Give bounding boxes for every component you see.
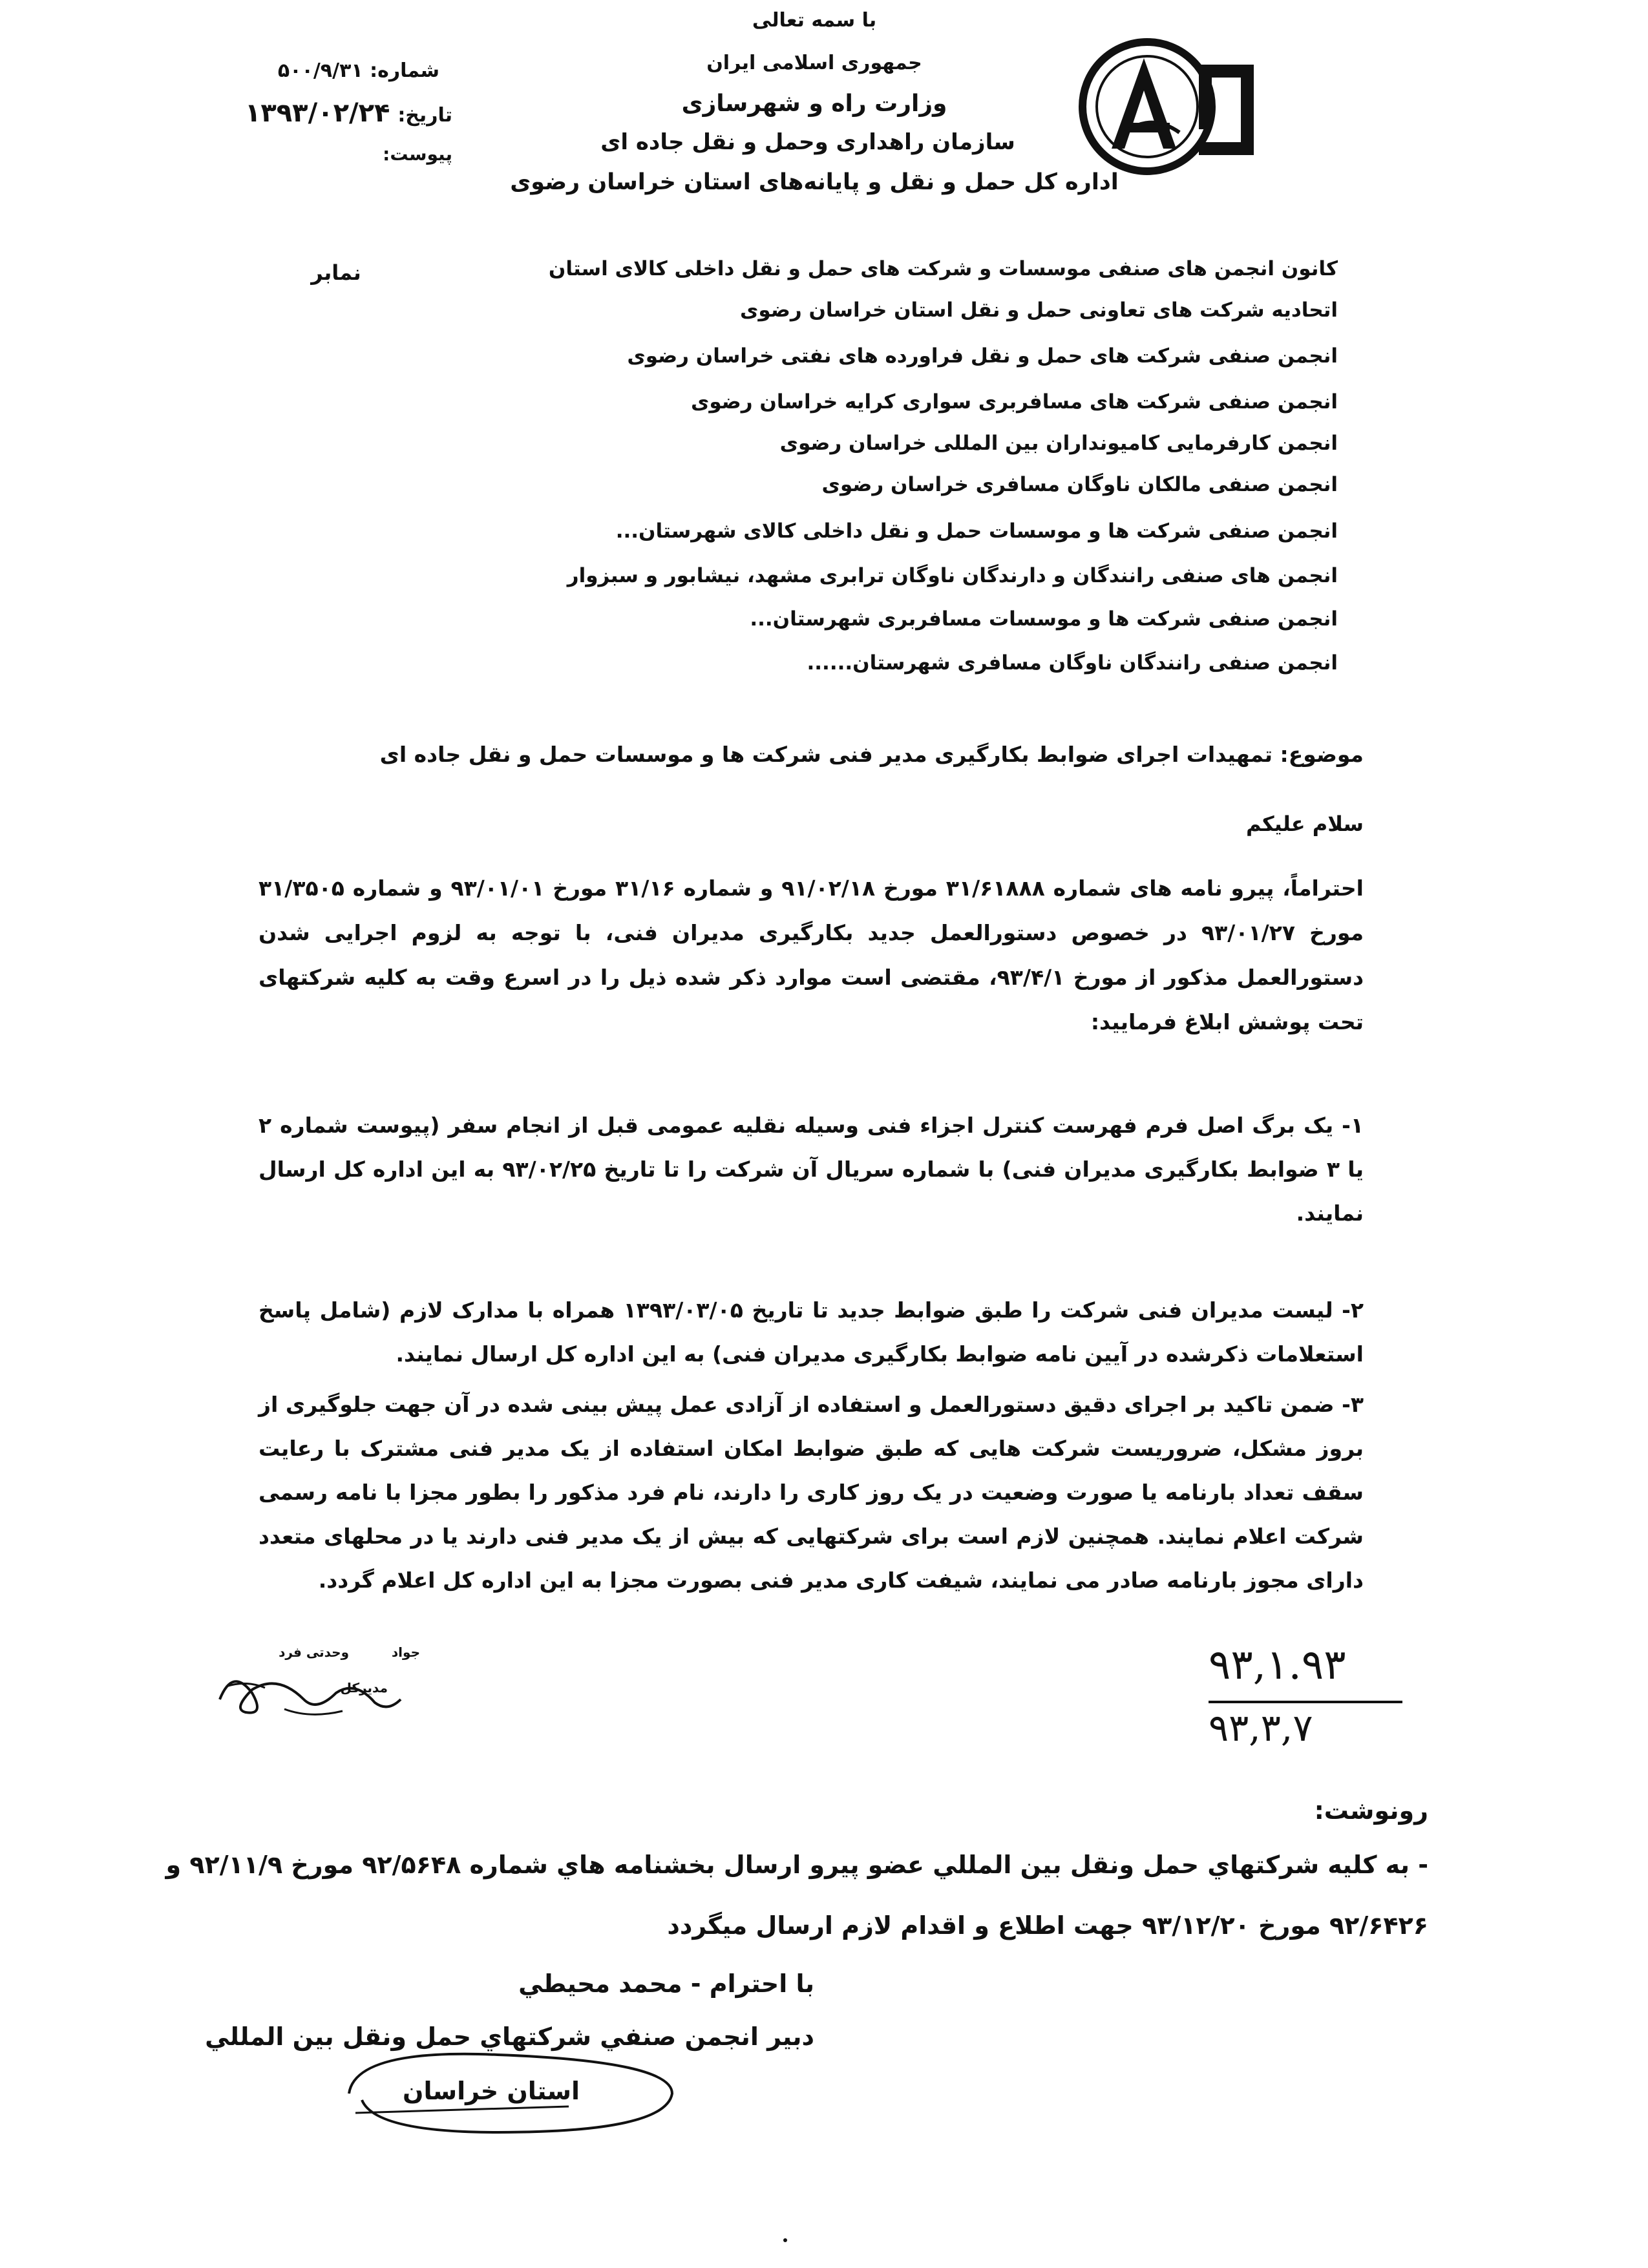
signature-scribble-icon (207, 1654, 414, 1725)
instruction-item-1: ۱- یک برگ اصل فرم فهرست کنترل اجزاء فنی وسیله نقلیه عمومی قبل از انجام سفر (پیوست شماره ۲ یا ۳ ضوابط بکارگیری مدیران فنی) با شماره سریال آن شرکت را تا تاریخ ۹۳/۰۲/۲۵ به این اداره کل ارسال نمایند. (259, 1113, 1364, 1226)
cc-signature-oval (336, 2022, 698, 2139)
letter-number (277, 59, 439, 82)
letter-date-label: تاریخ: (397, 104, 452, 127)
cc-title: دبير انجمن صنفي شركتهاي حمل ونقل بين المللي (205, 2022, 814, 2051)
recipient-2: اتحادیه شرکت های تعاونی حمل و نقل استان خراسان رضوی (740, 299, 1338, 322)
header-organization: سازمان راهداری وحمل و نقل جاده ای (600, 129, 1015, 155)
organization-logo (1073, 26, 1267, 187)
letter-date (244, 98, 452, 128)
signer-last-name: وحدتی فرد (279, 1644, 349, 1660)
recipient-1: کانون انجمن های صنفی موسسات و شرکت های حمل و نقل داخلی کالای استان (548, 257, 1338, 280)
recipient-4: انجمن صنفی شرکت های مسافربری سواری کرایه خراسان رضوی (690, 390, 1338, 414)
handwritten-underline (1209, 1701, 1402, 1703)
recipient-10: انجمن صنفی رانندگان ناوگان مسافری شهرستان...... (807, 651, 1338, 675)
recipient-5: انجمن کارفرمایی کامیونداران بین المللی خراسان رضوی (779, 432, 1338, 455)
handwritten-note-2: ۹۳,۳,۷ (1209, 1706, 1313, 1750)
letter-date-value: ۱۳۹۳/۰۲/۲۴ (244, 98, 390, 128)
letter-subject: موضوع: تمهیدات اجرای ضوابط بکارگیری مدیر فنی شرکت ها و موسسات حمل و نقل جاده ای (379, 742, 1364, 767)
handwritten-note-1: ۹۳,۱.۹۳ (1209, 1641, 1346, 1689)
letter-number-label: شماره: (370, 59, 439, 82)
signer-first-name: جواد (391, 1644, 420, 1660)
letter-attachment: پیوست: (383, 143, 452, 165)
header-invocation: با سمه تعالی (752, 9, 877, 32)
cc-regards: با احترام - محمد محيطي (518, 1969, 814, 1998)
cc-province: استان خراسان (403, 2077, 580, 2105)
header-country: جمهوری اسلامی ایران (706, 52, 922, 74)
instruction-item-3: ۳- ضمن تاکید بر اجرای دقیق دستورالعمل و استفاده از آزادی عمل پیش بینی شده در آن جهت جلوگیری از بروز مشکل، ضروریست شرکت هایی که طبق ضوابط امکان استفاده از یک مدیر فنی مشترک با رعایت سقف تعداد بارنامه یا صورت وضعیت در یک روز کاری را دارند، نام فرد مذکور را بطور مجزا با نامه رسمی شرکت اعلام نمایند. همچنین لازم است برای شرکتهایی که بیش از یک مدیر فنی دارند یا در محلهای متعدد دارای مجوز بارنامه صادر می نمایند، شیفت کاری مدیر فنی بصورت مجزا به این اداره کل اعلام گردد. (259, 1392, 1364, 1593)
header-department: اداره کل حمل و نقل و پایانه‌های استان خراسان رضوی (510, 169, 1119, 195)
intro-paragraph: احتراماً، پیرو نامه های شماره ۳۱/۶۱۸۸۸ مورخ ۹۱/۰۲/۱۸ و شماره ۳۱/۱۶ مورخ ۹۳/۰۱/۰۱ و شماره ۳۱/۳۵۰۵ مورخ ۹۳/۰۱/۲۷ در خصوص دستورالعمل جدید بکارگیری مدیران فنی، با توجه به لزوم اجرایی شدن دستورالعمل مذکور از مورخ ۹۳/۴/۱، مقتضی است موارد ذکر شده ذیل را در اسرع وقت به کلیه شرکتهای تحت پوشش ابلاغ فرمایید: (259, 876, 1364, 1034)
logo-icon (1073, 26, 1267, 187)
page-dot (783, 2238, 787, 2242)
letter-greeting: سلام علیکم (1245, 812, 1364, 836)
signer-position: مدیرکل (340, 1680, 388, 1696)
cc-line-1: - به كليه شركتهاي حمل ونقل بين المللي عضو پيرو ارسال بخشنامه هاي شماره ۹۲/۵۶۴۸ مورخ ۹۲/۱۱/۹ و (165, 1851, 1428, 1879)
recipient-8: انجمن های صنفی رانندگان و دارندگان ناوگان ترابری مشهد، نیشابور و سبزوار (567, 564, 1338, 587)
fax-label: نمابر (311, 260, 361, 285)
recipient-6: انجمن صنفی مالکان ناوگان مسافری خراسان رضوی (821, 473, 1338, 496)
recipient-7: انجمن صنفی شرکت ها و موسسات حمل و نقل داخلی کالای شهرستان... (615, 520, 1338, 543)
header-ministry: وزارت راه و شهرسازی (681, 90, 947, 117)
handwritten-signature (207, 1654, 414, 1725)
oval-signature-icon (336, 2022, 698, 2139)
cc-label: رونوشت: (1314, 1796, 1428, 1825)
recipient-3: انجمن صنفی شرکت های حمل و نقل فراورده های نفتی خراسان رضوی (627, 344, 1338, 368)
cc-line-2: ۹۲/۶۴۲۶ مورخ ۹۳/۱۲/۲۰ جهت اطلاع و اقدام لازم ارسال ميگردد (667, 1911, 1428, 1940)
recipient-9: انجمن صنفی شرکت ها و موسسات مسافربری شهرستان... (750, 607, 1338, 631)
instruction-item-2: ۲- لیست مدیران فنی شرکت را طبق ضوابط جدید تا تاریخ ۱۳۹۳/۰۳/۰۵ همراه با مدارک لازم (شامل پاسخ استعلامات ذکرشده در آیین نامه ضوابط بکارگیری مدیران فنی) به این اداره کل ارسال نمایند. (259, 1297, 1364, 1367)
letter-number-value: ۵۰۰/۹/۳۱ (277, 59, 363, 82)
